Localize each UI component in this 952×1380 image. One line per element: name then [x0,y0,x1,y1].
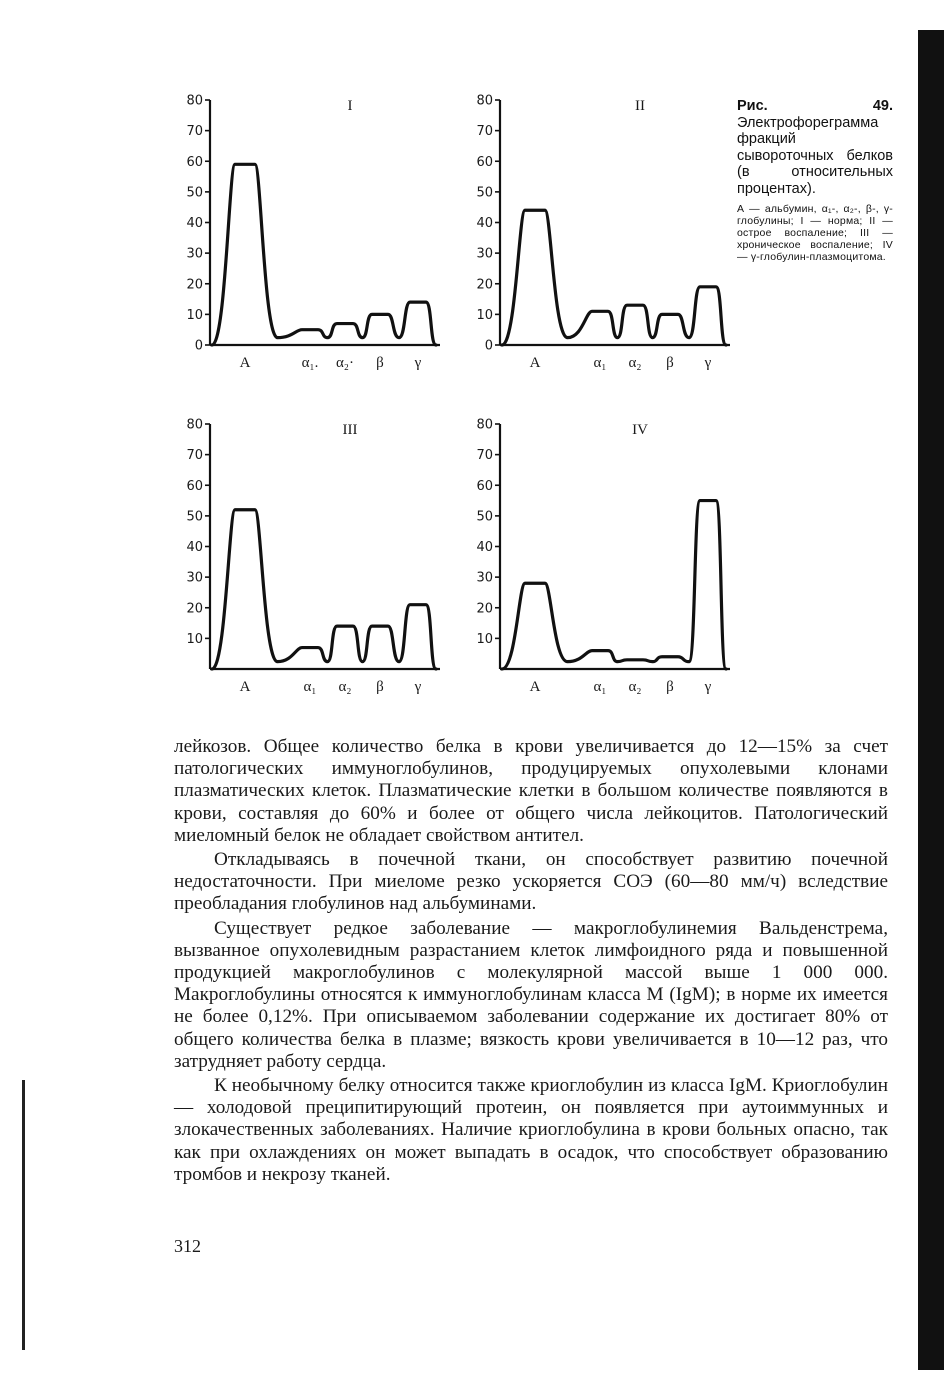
y-tick-label: 70 [476,448,493,464]
body-text [174,736,888,1186]
category-label: A [239,679,251,695]
y-tick-label: 50 [476,509,493,525]
paragraph: Откладываясь в почечной ткани, он способствует развитию почечной недостаточности. При миеломе резко ускоряется СОЭ (60—80 мм/ч) вследствие преобладания глобулинов над альбуминами. [174,849,888,915]
y-tick-label: 0 [484,338,493,354]
category-label: α₁ [593,355,607,371]
category-label: α₁. [301,355,319,371]
category-label: A [529,355,541,371]
electrophoresis-curve [212,510,436,669]
category-label: A [239,355,251,371]
page-edge-mark [22,1080,25,1350]
y-tick-label: 70 [186,448,203,464]
chart-svg-4 [440,412,740,712]
category-label: α₂ [628,679,642,695]
y-tick-label: 10 [186,307,203,323]
y-tick-label: 40 [476,216,493,231]
y-tick-label: 20 [186,601,203,617]
paragraph: К необычному белку относится также криоглобулин из класса IgM. Криоглобулин — холодовой преципитирующий протеин, он появляется при аутоиммунных и злокачественных заболеваниях. Наличие криоглобулина в крови больных опасно, так как при охлаждениях он может выпадать в осадок, что способствует образованию тромбов и некрозу тканей. [174,1075,888,1185]
category-label: β [376,355,384,371]
chart-title: IV [632,422,648,438]
y-tick-label: 60 [186,154,203,170]
y-tick-label: 40 [186,540,203,555]
page-number: 312 [174,1236,201,1256]
electrophoregram-chart-3 [150,412,450,716]
category-label: γ [704,355,712,371]
y-tick-label: 60 [186,478,203,494]
electrophoregram-chart-4 [440,412,740,716]
y-tick-label: 70 [476,124,493,140]
y-tick-label: 50 [476,185,493,201]
y-tick-label: 30 [476,570,493,586]
category-label: α₁ [303,679,317,695]
category-label: β [666,355,674,371]
y-tick-label: 50 [186,185,203,201]
y-tick-label: 60 [476,478,493,494]
y-tick-label: 80 [476,93,493,109]
category-label: β [666,679,674,695]
electrophoresis-curve [212,164,436,345]
category-label: α₂ [338,679,352,695]
y-tick-label: 70 [186,124,203,140]
y-tick-label: 20 [476,277,493,293]
chart-svg-1 [150,88,450,388]
chart-title: II [635,98,645,114]
category-label: α₁ [593,679,607,695]
y-tick-label: 20 [186,277,203,293]
electrophoresis-curve [502,501,726,669]
category-label: A [529,679,541,695]
y-tick-label: 40 [186,216,203,231]
category-label: α₂· [335,355,355,371]
category-label: γ [414,679,422,695]
chart-svg-3 [150,412,450,712]
y-tick-label: 10 [476,631,493,647]
caption-title-text: Электрофореграмма фракций сывороточных белков (в относительных процентах). [737,114,893,197]
electrophoregram-chart-1 [150,88,450,392]
chart-svg-2 [440,88,740,388]
chart-title: I [347,98,353,114]
page-edge-shadow [918,30,944,1370]
chart-title: III [342,422,358,438]
y-tick-label: 80 [476,417,493,433]
y-tick-label: 30 [186,246,203,262]
y-tick-label: 30 [476,246,493,262]
y-tick-label: 30 [186,570,203,586]
y-tick-label: 80 [186,417,203,433]
paragraph: Существует редкое заболевание — макроглобулинемия Вальденстрема, вызванное опухолевидным разрастанием клеток лимфоидного ряда и повышенной продукцией макроглобулинов с молекулярной массой выше 1 000 000. Макроглобулины относятся к иммуноглобулинам класса M (IgM); в норме их имеется не более 0,12%. При описываемом заболевании содержание их достигает 80% от общего количества белка в плазме; вязкость крови увеличивается в 10—12 раз, что затрудняет работу сердца. [174,917,888,1072]
figure-caption [737,98,893,263]
category-label: γ [704,679,712,695]
y-tick-label: 50 [186,509,203,525]
paragraph: лейкозов. Общее количество белка в крови увеличивается до 12—15% за счет патологических иммуноглобулинов, продуцируемых опухолевыми клонами плазматических клеток. Плазматические клетки в большом количестве появляются в крови, составляя до 60% и более от общего числа лейкоцитов. Патологический миеломный белок не обладает свойством антител. [174,736,888,846]
y-tick-label: 40 [476,540,493,555]
category-label: γ [414,355,422,371]
category-label: α₂ [628,355,642,371]
caption-label: Рис. 49. [737,98,893,114]
electrophoregram-chart-2 [440,88,740,392]
caption-legend: А — альбумин, α₁-, α₂-, β-, γ-глобулины; I — норма; II — острое воспаление; III — хроническое воспаление; IV — γ-глобулин-плазмоцитома. [737,203,893,263]
electrophoresis-curve [502,210,726,345]
caption-title [737,98,893,197]
y-tick-label: 80 [186,93,203,109]
y-tick-label: 20 [476,601,493,617]
y-tick-label: 60 [476,154,493,170]
category-label: β [376,679,384,695]
y-tick-label: 10 [476,307,493,323]
y-tick-label: 0 [194,338,203,354]
y-tick-label: 10 [186,631,203,647]
